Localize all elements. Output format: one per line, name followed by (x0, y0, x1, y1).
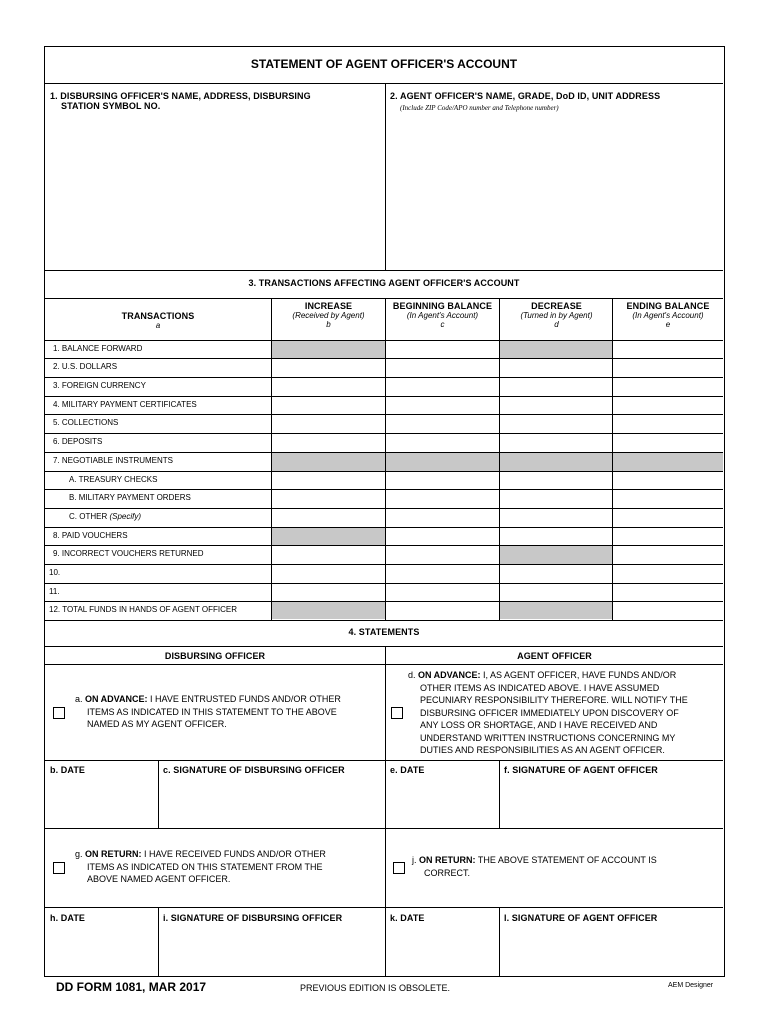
row-label-incorrect-vouchers: 9. INCORRECT VOUCHERS RETURNED (53, 549, 204, 558)
divider (45, 270, 723, 271)
shaded-cell (500, 340, 613, 358)
signature-l-label: l. SIGNATURE OF AGENT OFFICER (504, 913, 658, 923)
col-letter: c (440, 320, 445, 329)
row-label-foreign-currency: 3. FOREIGN CURRENCY (53, 381, 146, 390)
row-label-us-dollars: 2. U.S. DOLLARS (53, 362, 118, 371)
divider (385, 646, 386, 976)
edition-note: PREVIOUS EDITION IS OBSOLETE. (300, 983, 451, 993)
col-header-decrease (500, 301, 613, 329)
col-header-increase (272, 301, 385, 329)
col-sub: (Turned in by Agent) (520, 311, 593, 320)
statement-line: NAMED AS MY AGENT OFFICER. (87, 719, 227, 729)
shaded-cell (272, 452, 723, 471)
row-label-text: C. OTHER (69, 512, 108, 521)
agent-officer-info-label: 2. AGENT OFFICER'S NAME, GRADE, DoD ID, UNIT ADDRESS (390, 91, 661, 101)
divider (45, 646, 723, 647)
statement-bold: ON ADVANCE: (418, 670, 481, 680)
row-label-military-payment-orders: B. MILITARY PAYMENT ORDERS (69, 493, 191, 502)
shaded-cell (272, 601, 385, 619)
divider (45, 489, 723, 490)
col-letter: b (326, 320, 331, 329)
statement-line: PECUNIARY RESPONSIBILITY THEREFORE. WILL NOTIFY THE (420, 695, 688, 705)
col-sub: (In Agent's Account) (406, 311, 479, 320)
signature-l-field[interactable] (502, 925, 720, 973)
col-letter: e (665, 320, 671, 329)
agent-officer-info-note: (Include ZIP Code/APO number and Telephone number) (400, 104, 559, 112)
col-title: TRANSACTIONS (121, 311, 195, 321)
divider (45, 508, 723, 509)
divider (45, 396, 723, 397)
divider (271, 298, 272, 620)
statement-line: OTHER ITEMS AS INDICATED ABOVE. I HAVE ASSUMED (420, 682, 660, 693)
statement-prefix: d. (408, 670, 419, 680)
statement-line: ITEMS AS INDICATED IN THIS STATEMENT TO THE ABOVE (87, 706, 337, 717)
row-label-11: 11. (49, 587, 60, 596)
statement-text: I HAVE RECEIVED FUNDS AND/OR OTHER (141, 849, 326, 859)
divider (45, 545, 723, 546)
divider (45, 340, 723, 341)
disbursing-officer-header: DISBURSING OFFICER (164, 651, 266, 661)
row-label-negotiable-instruments: 7. NEGOTIABLE INSTRUMENTS (53, 456, 174, 465)
signature-f-label: f. SIGNATURE OF AGENT OFFICER (504, 765, 658, 775)
divider (45, 414, 723, 415)
statement-line: CORRECT. (424, 867, 471, 878)
col-header-beginning-balance (386, 301, 499, 329)
divider (45, 907, 723, 908)
statement-text: I, AS AGENT OFFICER, HAVE FUNDS AND/OR (480, 670, 677, 680)
statement-line: DISBURSING OFFICER IMMEDIATELY UPON DISCOVERY OF (420, 707, 679, 718)
statement-g (75, 848, 380, 886)
statement-line: UNDERSTAND WRITTEN INSTRUCTIONS CONCERNING MY (420, 732, 676, 743)
divider (45, 664, 723, 665)
date-k-label: k. DATE (390, 913, 425, 923)
col-letter: a (155, 321, 161, 330)
form-container (44, 46, 725, 977)
row-label-deposits: 6. DEPOSITS (53, 437, 103, 446)
statement-prefix: g. (75, 849, 86, 859)
divider (158, 760, 159, 828)
specify-note: (Specify) (109, 512, 142, 521)
signature-i-label: i. SIGNATURE OF DISBURSING OFFICER (163, 913, 343, 923)
disbursing-officer-info-field[interactable] (50, 107, 380, 267)
row-label-mpc: 4. MILITARY PAYMENT CERTIFICATES (53, 400, 197, 409)
statement-prefix: a. (75, 694, 86, 704)
col-title: ENDING BALANCE (626, 301, 710, 311)
row-label-paid-vouchers: 8. PAID VOUCHERS (53, 531, 128, 540)
divider (45, 564, 723, 565)
on-return-agent-checkbox[interactable] (393, 862, 405, 874)
shaded-cell (500, 601, 613, 619)
col-letter: d (554, 320, 559, 329)
col-sub: (In Agent's Account) (632, 311, 704, 320)
divider (45, 760, 723, 761)
agent-officer-info-field[interactable] (390, 117, 720, 267)
statement-line: ABOVE NAMED AGENT OFFICER. (87, 874, 231, 884)
col-title: DECREASE (531, 301, 582, 311)
col-sub: (Received by Agent) (292, 311, 365, 320)
divider (45, 358, 723, 359)
shaded-cell (272, 527, 385, 545)
divider (45, 433, 723, 434)
divider (499, 298, 500, 620)
label-line: 1. DISBURSING OFFICER'S NAME, ADDRESS, DISBURSING (50, 91, 311, 101)
date-b-field[interactable] (47, 777, 155, 825)
statement-line (75, 693, 380, 706)
date-h-field[interactable] (47, 925, 155, 973)
divider (45, 83, 723, 84)
divider (158, 907, 159, 976)
date-e-field[interactable] (388, 777, 496, 825)
statement-bold: ON RETURN: (85, 849, 142, 859)
statement-line: ANY LOSS OR SHORTAGE, AND I HAVE RECEIVED AND (420, 720, 658, 730)
divider (45, 620, 723, 621)
divider (499, 907, 500, 976)
row-label-treasury-checks: A. TREASURY CHECKS (69, 475, 158, 484)
statement-j (412, 854, 717, 879)
row-label-10: 10. (49, 568, 61, 577)
statement-bold: ON RETURN: (419, 855, 476, 865)
divider (45, 601, 723, 602)
statement-d (408, 669, 721, 757)
signature-c-field[interactable] (161, 777, 383, 825)
col-header-ending-balance (613, 301, 723, 329)
form-id: DD FORM 1081, MAR 2017 (56, 980, 207, 994)
statement-line (408, 669, 721, 682)
signature-c-label: c. SIGNATURE OF DISBURSING OFFICER (163, 765, 345, 775)
statement-prefix: j. (412, 855, 420, 865)
transactions-section-title: 3. TRANSACTIONS AFFECTING AGENT OFFICER'S ACCOUNT (248, 278, 520, 288)
signature-f-field[interactable] (502, 777, 720, 825)
row-label-total-funds: 12. TOTAL FUNDS IN HANDS OF AGENT OFFICER (49, 605, 238, 614)
statement-line: ITEMS AS INDICATED ON THIS STATEMENT FROM THE (87, 861, 323, 872)
divider (45, 583, 723, 584)
statement-bold: ON ADVANCE: (85, 694, 148, 704)
divider (385, 298, 386, 620)
shaded-cell (272, 340, 385, 358)
row-label-other (69, 512, 141, 522)
date-h-label: h. DATE (50, 913, 86, 923)
col-title: INCREASE (304, 301, 353, 311)
divider (385, 83, 386, 270)
statement-a (75, 693, 380, 731)
agent-officer-header: AGENT OFFICER (517, 651, 592, 661)
col-title: BEGINNING BALANCE (392, 301, 493, 311)
form-title: STATEMENT OF AGENT OFFICER'S ACCOUNT (250, 57, 518, 71)
designer-credit: AEM Designer (668, 982, 714, 989)
on-advance-disbursing-checkbox[interactable] (53, 707, 65, 719)
divider (45, 471, 723, 472)
divider (45, 828, 723, 829)
divider (45, 377, 723, 378)
statement-line (75, 848, 380, 861)
statements-section-title: 4. STATEMENTS (348, 627, 420, 637)
on-advance-agent-checkbox[interactable] (391, 707, 403, 719)
signature-i-field[interactable] (161, 925, 383, 973)
shaded-cell (500, 545, 613, 564)
divider (45, 452, 723, 453)
date-k-field[interactable] (388, 925, 496, 973)
statement-text: THE ABOVE STATEMENT OF ACCOUNT IS (475, 855, 657, 865)
col-header-transactions (45, 311, 271, 330)
date-e-label: e. DATE (390, 765, 425, 775)
on-return-disbursing-checkbox[interactable] (53, 862, 65, 874)
row-label-balance-forward: 1. BALANCE FORWARD (53, 344, 143, 353)
row-label-collections: 5. COLLECTIONS (53, 418, 119, 427)
divider (612, 298, 613, 620)
label-line: STATION SYMBOL NO. (61, 101, 161, 111)
date-b-label: b. DATE (50, 765, 86, 775)
statement-line (412, 854, 717, 867)
statement-line: DUTIES AND RESPONSIBILITIES AS AN AGENT OFFICER. (420, 745, 665, 755)
statement-text: I HAVE ENTRUSTED FUNDS AND/OR OTHER (147, 694, 341, 704)
divider (45, 527, 723, 528)
divider (499, 760, 500, 828)
divider (45, 298, 723, 299)
